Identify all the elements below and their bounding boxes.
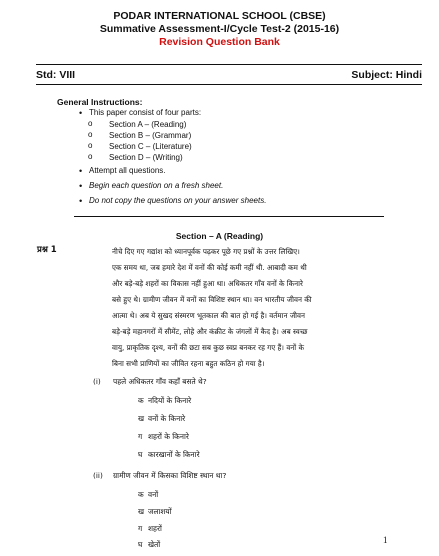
option-item: ग शहरों bbox=[138, 524, 162, 533]
subject-label: Subject: Hindi bbox=[351, 69, 422, 81]
rule-item: • Do not copy the questions on your answer sheets. bbox=[89, 196, 266, 206]
passage-line: आत्मा थे। अब ये सुखद संस्मरण भूतकाल की बात हो गई है। वर्तमान जीवन bbox=[112, 311, 306, 320]
reading-passage bbox=[112, 244, 402, 372]
section-list-item: o Section D – (Writing) bbox=[109, 153, 183, 163]
section-a-title: Section – A (Reading) bbox=[175, 231, 264, 241]
instructions-title: General Instructions: bbox=[57, 97, 143, 107]
section-list-item: o Section A – (Reading) bbox=[109, 120, 186, 130]
sub-question-number: (i) bbox=[93, 377, 101, 386]
rule-item: • Begin each question on a fresh sheet. bbox=[89, 181, 223, 191]
option-item: ग शहरों के किनारे bbox=[138, 432, 189, 441]
passage-line: वायु, प्राकृतिक दृश्य, वनों की छटा सब कुछ स्वप्न बनकर रह गए हैं। वनों के bbox=[112, 343, 304, 352]
passage-line: नीचे दिए गए गद्यांश को ध्यानपूर्वक पढ़कर पूछे गए प्रश्नों के उत्तर लिखिए। bbox=[112, 247, 300, 256]
rule-item: • Attempt all questions. bbox=[89, 166, 165, 176]
option-item: ख जलाशयों bbox=[138, 507, 172, 516]
top-rule bbox=[36, 64, 422, 65]
passage-line: बिना सभी प्राणियों का जीवित रहना बहुत कठिन हो गया है। bbox=[112, 359, 265, 368]
sub-question-text: पहले अधिकतर गाँव कहाँ बसते थे? bbox=[113, 377, 207, 386]
section-list-item: o Section C – (Literature) bbox=[109, 142, 192, 152]
school-name: PODAR INTERNATIONAL SCHOOL (CBSE) bbox=[113, 10, 326, 22]
instructions-rule bbox=[74, 216, 384, 217]
page-number: 1 bbox=[383, 535, 388, 545]
sub-question-text: ग्रामीण जीवन में किसका विशिष्ट स्थान था? bbox=[113, 471, 227, 480]
passage-line: और बड़े-बड़े शहरों का विकास नहीं हुआ था। अधिकतर गाँव वनों के किनारे bbox=[112, 279, 303, 288]
option-item: घ खेतों bbox=[138, 540, 161, 549]
passage-line: बसे हुए थे। ग्रामीण जीवन में वनों का विशिष्ट स्थान था। वन भारतीय जीवन की bbox=[112, 295, 312, 304]
passage-line: एक समय था, जब हमारे देश में वनों की कोई कमी नहीं थी. आबादी कम थी bbox=[112, 263, 307, 272]
option-item: क नदियों के किनारे bbox=[138, 396, 192, 405]
sub-question-number: (ii) bbox=[93, 471, 103, 480]
header-bottom-rule bbox=[36, 84, 422, 85]
passage-line: बड़े-बड़े महानगरों में सीमेंट, लोहे और कंक्रीट के जंगलों में कैद है। अब स्वच्छ bbox=[112, 327, 308, 336]
section-list-item: o Section B – (Grammar) bbox=[109, 131, 191, 141]
bank-title: Revision Question Bank bbox=[159, 36, 280, 48]
std-subject-row bbox=[36, 69, 422, 81]
option-item: क वनों bbox=[138, 490, 159, 499]
assessment-title: Summative Assessment-I/Cycle Test-2 (2015-16) bbox=[99, 23, 340, 35]
question-number: प्रश्न 1 bbox=[37, 245, 57, 255]
std-label: Std: VIII bbox=[36, 69, 76, 81]
option-item: घ कारखानों के किनारे bbox=[138, 450, 200, 459]
option-item: ख वनों के किनारे bbox=[138, 414, 186, 423]
instructions-intro: • This paper consist of four parts: bbox=[89, 108, 201, 118]
